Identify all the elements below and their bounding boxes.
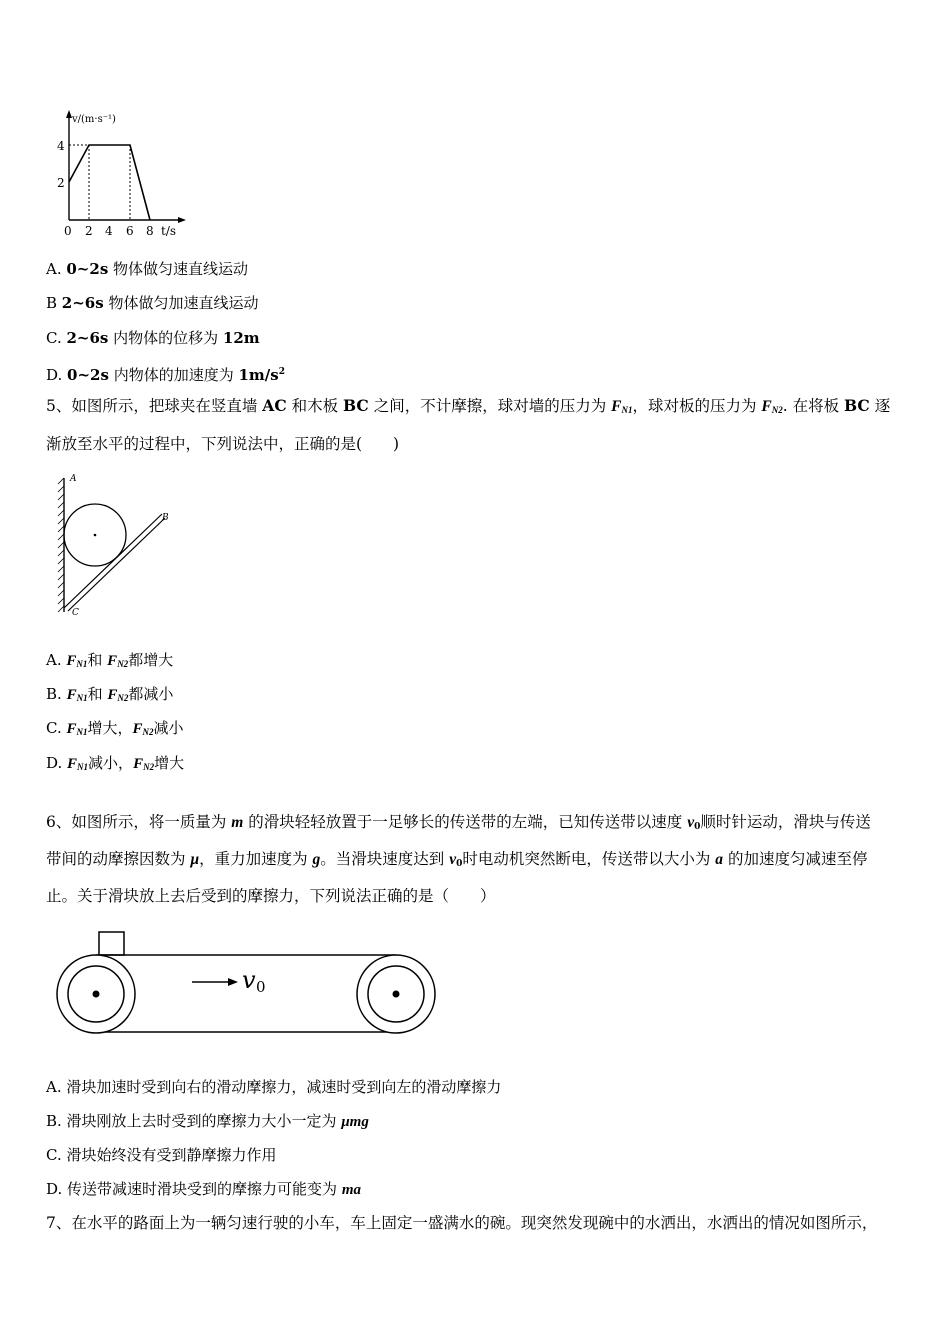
q5-stem-line1: 5、如图所示，把球夹在竖直墙 AC 和木板 BC 之间，不计摩擦，球对墙的压力为 $F_{N1}$，球对板的压力为 $F_{N2}$. 在将板 BC 逐: [46, 396, 891, 415]
q4-option-c: C. 2~6s 内物体的位移为 12m: [46, 329, 260, 347]
q4-option-b: B 2~6s 物体做匀加速直线运动: [46, 294, 259, 312]
q6-stem-line1: 6、如图所示，将一质量为 m 的滑块轻轻放置于一足够长的传送带的左端，已知传送带以速度 $v_0$顺时针运动，滑块与传送: [46, 813, 871, 832]
xtick-6: 6: [126, 224, 134, 238]
ball-wall-board-figure: [52, 470, 182, 620]
right-roller-axle: [393, 991, 400, 998]
q6-stem-line3: 止。关于滑块放上去后受到的摩擦力，下列说法正确的是（ ）: [46, 887, 496, 905]
x-axis-label: t/s: [161, 224, 177, 238]
wall-hatching: [58, 478, 64, 612]
velocity-arrow-head: [228, 978, 238, 986]
q6-option-c: C. 滑块始终没有受到静摩擦力作用: [46, 1146, 277, 1164]
q5-option-b: B. $F_{N1}$和 $F_{N2}$都减小: [46, 685, 174, 703]
left-roller-axle: [93, 991, 100, 998]
xtick-8: 8: [146, 224, 154, 238]
velocity-label-v: v: [242, 966, 256, 994]
q5-option-d: D. $F_{N1}$减小，$F_{N2}$增大: [46, 754, 185, 772]
q6-option-b: B. 滑块刚放上去时受到的摩擦力大小一定为 μmg: [46, 1112, 369, 1130]
q5-option-c: C. $F_{N1}$增大，$F_{N2}$减小: [46, 719, 184, 737]
label-b: B: [162, 513, 169, 523]
ytick-4: 4: [57, 139, 65, 153]
label-a: A: [70, 474, 77, 484]
q4-option-d: D. 0~2s 内物体的加速度为 $1m/s^2$: [46, 366, 285, 384]
vt-graph: [52, 108, 192, 240]
label-c: C: [72, 608, 79, 618]
q5-stem-line2: 渐放至水平的过程中，下列说法中，正确的是( ): [46, 435, 400, 453]
vt-curve: [69, 145, 150, 220]
xtick-0: 0: [64, 224, 72, 238]
xtick-4: 4: [105, 224, 113, 238]
ytick-2: 2: [57, 176, 65, 190]
q6-option-d: D. 传送带减速时滑块受到的摩擦力可能变为 ma: [46, 1180, 361, 1198]
q6-stem-line2: 带间的动摩擦因数为 μ，重力加速度为 g。当滑块速度达到 $v_0$时电动机突然断电，传送带以大小为 a 的加速度匀减速至停: [46, 850, 868, 869]
y-axis-label: v/(m·s⁻¹): [72, 114, 116, 125]
conveyor-belt-figure: [54, 928, 444, 1040]
x-axis-arrow: [178, 217, 186, 223]
slider-block: [99, 932, 124, 955]
q5-option-a: A. $F_{N1}$和 $F_{N2}$都增大: [46, 651, 174, 669]
q4-option-a: A. 0~2s 物体做匀速直线运动: [46, 260, 249, 278]
velocity-label-sub: 0: [256, 978, 266, 996]
ball-center: [94, 534, 97, 537]
q7-stem-line1: 7、在水平的路面上为一辆匀速行驶的小车，车上固定一盛满水的碗。现突然发现碗中的水洒出，水洒出的情况如图所示，: [46, 1214, 878, 1232]
q6-option-a: A. 滑块加速时受到向右的滑动摩擦力，减速时受到向左的滑动摩擦力: [46, 1078, 502, 1096]
board-bc-bottom: [68, 518, 165, 611]
xtick-2: 2: [85, 224, 93, 238]
